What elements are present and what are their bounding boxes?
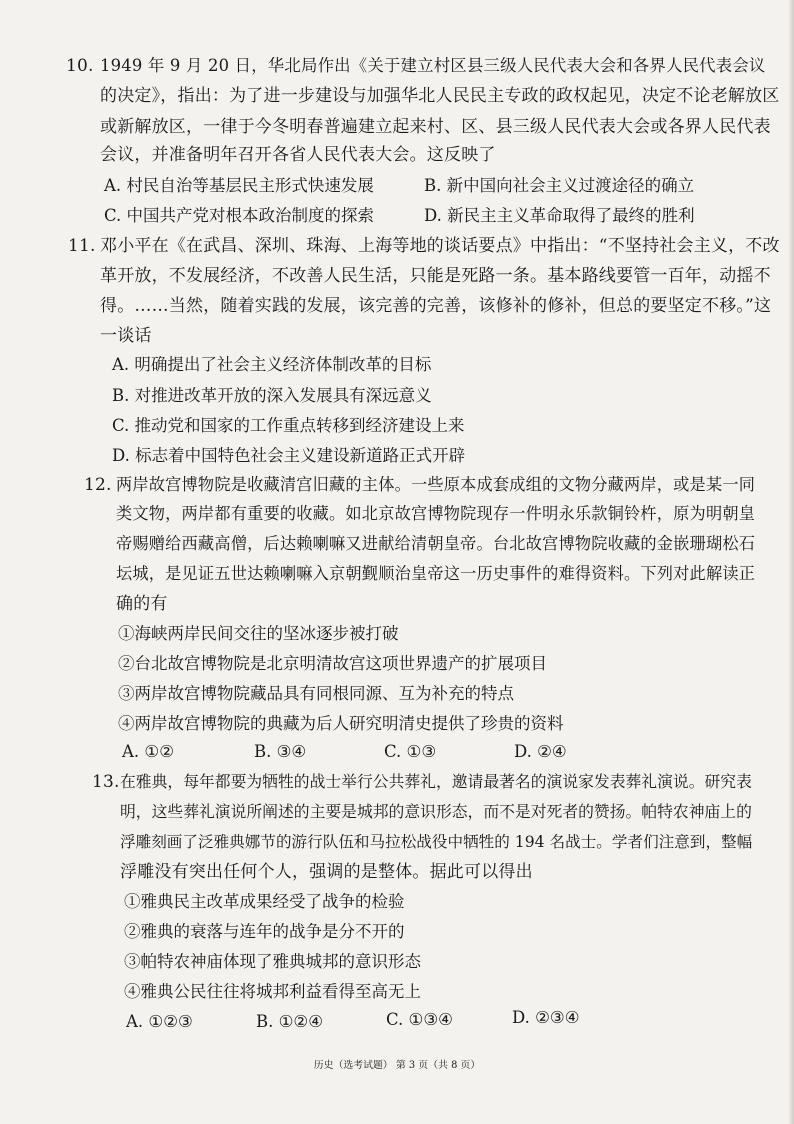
question-text-line: 浮雕刻画了泛雅典娜节的游行队伍和马拉松战役中牺牲的 194 名战士。学者们注意到，整幅 — [120, 833, 753, 851]
question-text-line: 会议，并准备明年召开各省人民代表大会。这反映了 — [100, 145, 496, 165]
statement-3: ③帕特农神庙体现了雅典城邦的意识形态 — [124, 952, 421, 971]
option-a: A. 明确提出了社会主义经济体制改革的目标 — [112, 355, 432, 374]
option-b: B. 新中国向社会主义过渡途径的确立 — [424, 176, 695, 195]
question-text-line: 邓小平在《在武昌、深圳、珠海、上海等地的谈话要点》中指出：“不坚持社会主义，不改 — [100, 236, 780, 256]
option-d: D. 新民主主义革命取得了最终的胜利 — [424, 206, 695, 225]
question-text-line: 确的有 — [116, 594, 168, 614]
option-d: D. 标志着中国特色社会主义建设新道路正式开辟 — [112, 446, 466, 465]
option-b: B. ①②④ — [256, 1012, 323, 1031]
question-text-line: 两岸故宫博物院是收藏清宫旧藏的主体。一些原本成套成组的文物分藏两岸，或是某一同 — [116, 475, 756, 494]
question-text-line: 坛城，是见证五世达赖喇嘛入京朝觐顺治皇帝这一历史事件的难得资料。下列对此解读正 — [116, 564, 756, 583]
question-text-line: 一谈话 — [100, 326, 152, 346]
option-b: B. ③④ — [254, 742, 307, 761]
option-c: C. 推动党和国家的工作重点转移到经济建设上来 — [112, 416, 465, 435]
question-text-line: 革开放，不发展经济，不改善人民生活，只能是死路一条。基本路线要管一百年，动摇不 — [100, 266, 771, 286]
page-footer: 历史（选考试题） 第 3 页（共 8 页） — [313, 1060, 481, 1071]
question-text-line: 1949 年 9 月 20 日，华北局作出《关于建立村区县三级人民代表大会和各界人民代表会议 — [100, 56, 766, 75]
option-a: A. 村民自治等基层民主形式快速发展 — [104, 176, 374, 195]
question-text-line: 浮雕没有突出任何个人，强调的是整体。据此可以得出 — [120, 862, 533, 882]
option-d: D. ②③④ — [512, 1008, 580, 1027]
question-text-line: 或新解放区，一律于今冬明春普遍建立起来村、区、县三级人民代表大会或各界人民代表 — [100, 117, 771, 137]
statement-2: ②台北故宫博物院是北京明清故宫这项世界遗产的扩展项目 — [118, 654, 547, 673]
option-c: C. 中国共产党对根本政治制度的探索 — [104, 206, 375, 225]
statement-4: ④雅典公民往往将城邦利益看得至高无上 — [124, 982, 421, 1001]
option-a: A. ①②③ — [126, 1012, 193, 1031]
question-text-line: 类文物，两岸都有重要的收藏。如北京故宫博物院现存一件明永乐款铜铃杵，原为明朝皇 — [116, 504, 756, 523]
statement-1: ①海峡两岸民间交往的坚冰逐步被打破 — [118, 624, 399, 643]
statement-2: ②雅典的衰落与连年的战争是分不开的 — [124, 922, 405, 941]
question-number: 11. — [68, 236, 96, 256]
question-text-line: 的决定》，指出：为了进一步建设与加强华北人民民主专政的政权起见，决定不论老解放区 — [100, 86, 780, 106]
question-number: 12. — [84, 475, 112, 495]
question-number: 10. — [66, 56, 94, 76]
question-number: 13. — [92, 772, 120, 792]
statement-4: ④两岸故宫博物院的典藏为后人研究明清史提供了珍贵的资料 — [118, 714, 564, 733]
statement-1: ①雅典民主改革成果经受了战争的检验 — [124, 892, 405, 911]
question-text-line: 帝赐赠给西藏高僧，后达赖喇嘛又进献给清朝皇帝。台北故宫博物院收藏的金嵌珊瑚松石 — [116, 534, 756, 553]
option-b: B. 对推进改革开放的深入发展具有深远意义 — [112, 386, 432, 405]
question-text-line: 明，这些葬礼演说所阐述的主要是城邦的意识形态，而不是对死者的赞扬。帕特农神庙上的 — [120, 802, 752, 821]
option-c: C. ①③ — [384, 742, 437, 761]
option-a: A. ①② — [122, 742, 174, 761]
option-d: D. ②④ — [514, 742, 567, 761]
question-text-line: 在雅典，每年都要为牺牲的战士举行公共葬礼，邀请最著名的演说家发表葬礼演说。研究表 — [120, 772, 752, 791]
statement-3: ③两岸故宫博物院藏品具有同根同源、互为补充的特点 — [118, 684, 514, 703]
scan-edge-shadow — [788, 0, 794, 1124]
option-c: C. ①③④ — [386, 1010, 453, 1029]
question-text-line: 得。……当然，随着实践的发展，该完善的完善，该修补的修补，但总的要坚定不移。”这 — [100, 296, 772, 316]
